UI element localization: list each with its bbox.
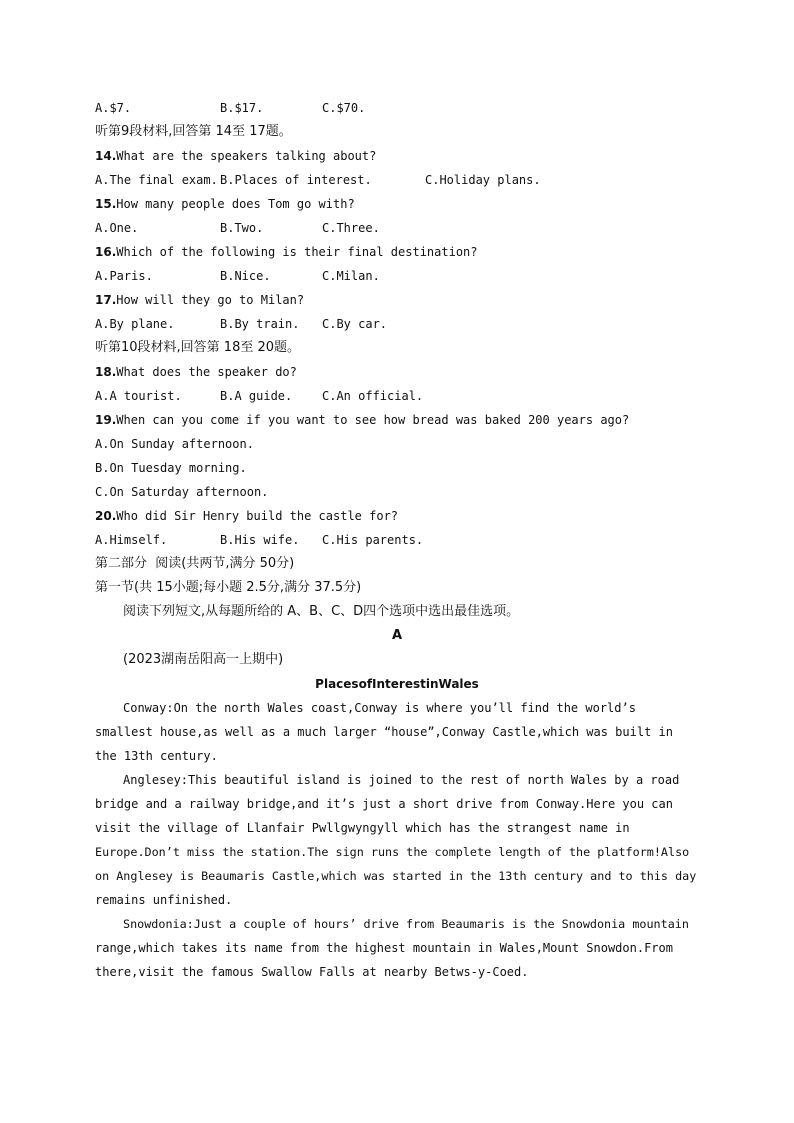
passage-line: remains unfinished. (95, 893, 233, 907)
q14-option-a: A.The final exam. (95, 173, 218, 187)
q18-option-c: C.An official. (322, 389, 424, 403)
q18-number: 18. (95, 365, 117, 379)
part2-heading: 第二部分 阅读(共两节,满分 50分) (95, 556, 295, 571)
q16-options (95, 264, 380, 288)
passage-line: Conway:On the north Wales coast,Conway is where you’ll find the world’s (123, 701, 636, 715)
q18-option-a: A.A tourist. (95, 389, 182, 403)
q14-options (95, 168, 541, 192)
q17-option-a: A.By plane. (95, 317, 175, 331)
passage-line: Anglesey:This beautiful island is joined to the rest of north Wales by a road (123, 773, 680, 787)
q19-option-c: C.On Saturday afternoon. (95, 485, 269, 499)
q19-question (95, 408, 629, 432)
passage-line: visit the village of Llanfair Pwllgwyngyll which has the strangest name in (95, 821, 630, 835)
q18-question (95, 360, 297, 384)
q17-option-c: C.By car. (322, 317, 388, 331)
q20-question (95, 504, 398, 528)
q19-number: 19. (95, 413, 117, 427)
q16-option-c: C.Milan. (322, 269, 380, 283)
passage-line: range,which takes its name from the highest mountain in Wales,Mount Snowdon.From (95, 941, 673, 955)
q18-option-b: B.A guide. (220, 389, 293, 403)
q20-options (95, 528, 424, 552)
q16-option-b: B.Nice. (220, 269, 271, 283)
q15-option-b: B.Two. (220, 221, 264, 235)
q17-options (95, 312, 388, 336)
q15-question (95, 192, 355, 216)
passage-line: bridge and a railway bridge,and it’s just a short drive from Conway.Here you can (95, 797, 673, 811)
q13-options (95, 96, 366, 120)
q15-number: 15. (95, 197, 117, 211)
q20-option-c: C.His parents. (322, 533, 424, 547)
passage-letter: A (391, 628, 403, 643)
passage-title: PlacesofInterestinWales (315, 677, 479, 691)
q16-number: 16. (95, 245, 117, 259)
passage-line: on Anglesey is Beaumaris Castle,which was started in the 13th century and to this day (95, 869, 697, 883)
q15-text: How many people does Tom go with? (116, 197, 355, 211)
q14-number: 14. (95, 149, 117, 163)
q14-text: What are the speakers talking about? (116, 149, 377, 163)
q18-options (95, 384, 424, 408)
q19-option-a: A.On Sunday afternoon. (95, 437, 254, 451)
q15-options (95, 216, 380, 240)
q14-question (95, 144, 376, 168)
q17-text: How will they go to Milan? (116, 293, 305, 307)
q14-option-c: C.Holiday plans. (425, 173, 541, 187)
q17-question (95, 288, 304, 312)
section10-heading: 听第10段材料,回答第 18至 20题。 (95, 340, 301, 355)
passage-line: there,visit the famous Swallow Falls at nearby Betws-y-Coed. (95, 965, 529, 979)
q18-text: What does the speaker do? (116, 365, 297, 379)
q14-option-b: B.Places of interest. (220, 173, 372, 187)
passage-line: the 13th century. (95, 749, 218, 763)
q15-option-c: C.Three. (322, 221, 380, 235)
q20-text: Who did Sir Henry build the castle for? (116, 509, 399, 523)
q16-option-a: A.Paris. (95, 269, 153, 283)
q20-number: 20. (95, 509, 117, 523)
section1-heading: 第一节(共 15小题;每小题 2.5分,满分 37.5分) (95, 580, 362, 595)
q16-text: Which of the following is their final destination? (116, 245, 478, 259)
reading-instructions: 阅读下列短文,从每题所给的 A、B、C、D四个选项中选出最佳选项。 (123, 604, 520, 619)
passage-line: Europe.Don’t miss the station.The sign runs the complete length of the platform!Also (95, 845, 690, 859)
passage-line: smallest house,as well as a much larger “house”,Conway Castle,which was built in (95, 725, 673, 739)
q19-option-b: B.On Tuesday morning. (95, 461, 247, 475)
q13-option-b: B.$17. (220, 101, 264, 115)
passage-line: Snowdonia:Just a couple of hours’ drive from Beaumaris is the Snowdonia mountain (123, 917, 689, 931)
q15-option-a: A.One. (95, 221, 139, 235)
q19-text: When can you come if you want to see how bread was baked 200 years ago? (116, 413, 630, 427)
q13-option-a: A.$7. (95, 101, 132, 115)
passage-source: (2023湖南岳阳高一上期中) (123, 652, 284, 667)
q17-number: 17. (95, 293, 117, 307)
q20-option-a: A.Himself. (95, 533, 168, 547)
q16-question (95, 240, 478, 264)
q20-option-b: B.His wife. (220, 533, 300, 547)
q13-option-c: C.$70. (322, 101, 366, 115)
q17-option-b: B.By train. (220, 317, 300, 331)
section9-heading: 听第9段材料,回答第 14至 17题。 (95, 124, 292, 139)
